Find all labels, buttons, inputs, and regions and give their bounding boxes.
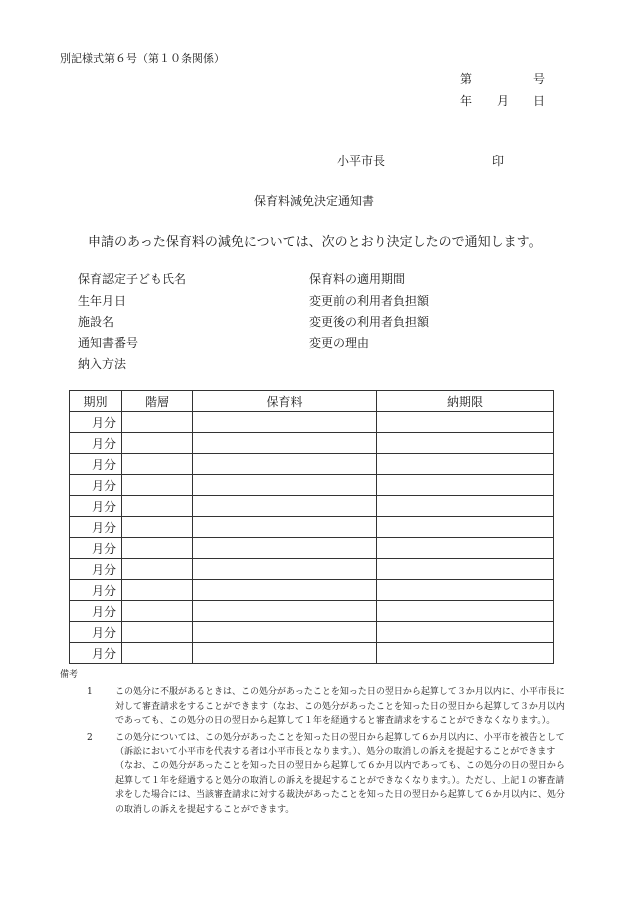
- field-label: 納入方法: [78, 357, 127, 371]
- due-date-cell: [377, 643, 554, 664]
- period-cell: 月分: [70, 517, 122, 538]
- header-due-date: 納期限: [377, 391, 554, 412]
- table-row: [70, 601, 554, 622]
- period-cell: 月分: [70, 643, 122, 664]
- table-row: [70, 643, 554, 664]
- document-title: 保育料減免決定通知書: [254, 194, 375, 208]
- field-label: 通知書番号: [78, 336, 139, 350]
- due-date-cell: [377, 496, 554, 517]
- fee-table: [69, 390, 554, 664]
- fee-cell: [193, 412, 377, 433]
- table-row: [70, 517, 554, 538]
- table-row: [70, 580, 554, 601]
- tier-cell: [122, 601, 193, 622]
- fee-cell: [193, 580, 377, 601]
- table-row: [70, 538, 554, 559]
- due-date-cell: [377, 433, 554, 454]
- doc-number-suffix: 号: [533, 72, 546, 86]
- due-date-cell: [377, 475, 554, 496]
- note-text: この処分に不服があるときは、この処分があったことを知った日の翌日から起算して３か月以内に、小平市長に対して審査請求をすることができます（なお、この処分があったことを知った日の翌日から起算して３か月以内であっても、この処分の日の翌日から起算して１年を経過すると審査請求をすることができなくなります。）。: [115, 687, 565, 727]
- field-label: 変更の理由: [309, 336, 370, 350]
- fee-cell: [193, 538, 377, 559]
- period-cell: 月分: [70, 433, 122, 454]
- table-header-row: [70, 391, 554, 412]
- fee-cell: [193, 433, 377, 454]
- notes-label: 備考: [60, 670, 79, 680]
- date-year: 年: [460, 94, 473, 108]
- form-number: 別記様式第６号（第１０条関係）: [60, 52, 225, 65]
- due-date-cell: [377, 412, 554, 433]
- fee-cell: [193, 601, 377, 622]
- field-label: 施設名: [78, 315, 115, 329]
- tier-cell: [122, 559, 193, 580]
- due-date-cell: [377, 538, 554, 559]
- tier-cell: [122, 580, 193, 601]
- tier-cell: [122, 517, 193, 538]
- period-cell: 月分: [70, 475, 122, 496]
- table-row: [70, 496, 554, 517]
- field-label: 変更前の利用者負担額: [309, 294, 430, 308]
- due-date-cell: [377, 559, 554, 580]
- fee-cell: [193, 559, 377, 580]
- tier-cell: [122, 538, 193, 559]
- tier-cell: [122, 412, 193, 433]
- fee-cell: [193, 517, 377, 538]
- field-label: 変更後の利用者負担額: [309, 315, 430, 329]
- period-cell: 月分: [70, 538, 122, 559]
- due-date-cell: [377, 454, 554, 475]
- due-date-cell: [377, 601, 554, 622]
- date-month: 月: [497, 94, 510, 108]
- period-cell: 月分: [70, 412, 122, 433]
- header-period: 期別: [70, 391, 122, 412]
- note-number: 2: [87, 732, 93, 743]
- period-cell: 月分: [70, 496, 122, 517]
- tier-cell: [122, 433, 193, 454]
- intro-text: 申請のあった保育料の減免については、次のとおり決定したので通知します。: [88, 235, 542, 250]
- field-label: 保育料の適用期間: [309, 272, 406, 286]
- due-date-cell: [377, 517, 554, 538]
- table-row: [70, 559, 554, 580]
- table-row: [70, 475, 554, 496]
- seal-mark: 印: [492, 154, 505, 168]
- header-fee: 保育料: [193, 391, 377, 412]
- fee-cell: [193, 496, 377, 517]
- issuer-title: 小平市長: [337, 154, 386, 168]
- period-cell: 月分: [70, 454, 122, 475]
- doc-number-prefix: 第: [460, 72, 473, 86]
- field-label: 生年月日: [78, 294, 127, 308]
- tier-cell: [122, 496, 193, 517]
- note-item: [60, 685, 570, 728]
- fee-cell: [193, 622, 377, 643]
- tier-cell: [122, 622, 193, 643]
- table-row: [70, 454, 554, 475]
- due-date-cell: [377, 580, 554, 601]
- tier-cell: [122, 643, 193, 664]
- due-date-cell: [377, 622, 554, 643]
- period-cell: 月分: [70, 559, 122, 580]
- note-item: [60, 731, 570, 817]
- notes-section: [60, 668, 570, 817]
- period-cell: 月分: [70, 601, 122, 622]
- fee-cell: [193, 643, 377, 664]
- period-cell: 月分: [70, 580, 122, 601]
- field-label: 保育認定子ども氏名: [78, 272, 187, 286]
- table-row: [70, 622, 554, 643]
- period-cell: 月分: [70, 622, 122, 643]
- table-row: [70, 433, 554, 454]
- fee-cell: [193, 475, 377, 496]
- note-number: 1: [87, 687, 93, 698]
- fee-cell: [193, 454, 377, 475]
- header-tier: 階層: [122, 391, 193, 412]
- note-text: この処分については、この処分があったことを知った日の翌日から起算して６か月以内に、小平市を被告として（訴訟において小平市を代表する者は小平市長となります。）、処分の取消しの訴えを提起することができます（なお、この処分があったことを知った日の翌日から起算して６か月以内であっても、この処分の日の翌日から起算して１年を経過すると処分の取消しの訴えを提起することができなくなります。）。ただし、上記１の審査請求をした場合には、当該審査請求に対する裁決があったことを知った日の翌日から起算して６か月以内に、処分の取消しの訴えを提起することができます。: [115, 732, 565, 815]
- date-day: 日: [533, 94, 546, 108]
- tier-cell: [122, 475, 193, 496]
- tier-cell: [122, 454, 193, 475]
- table-row: [70, 412, 554, 433]
